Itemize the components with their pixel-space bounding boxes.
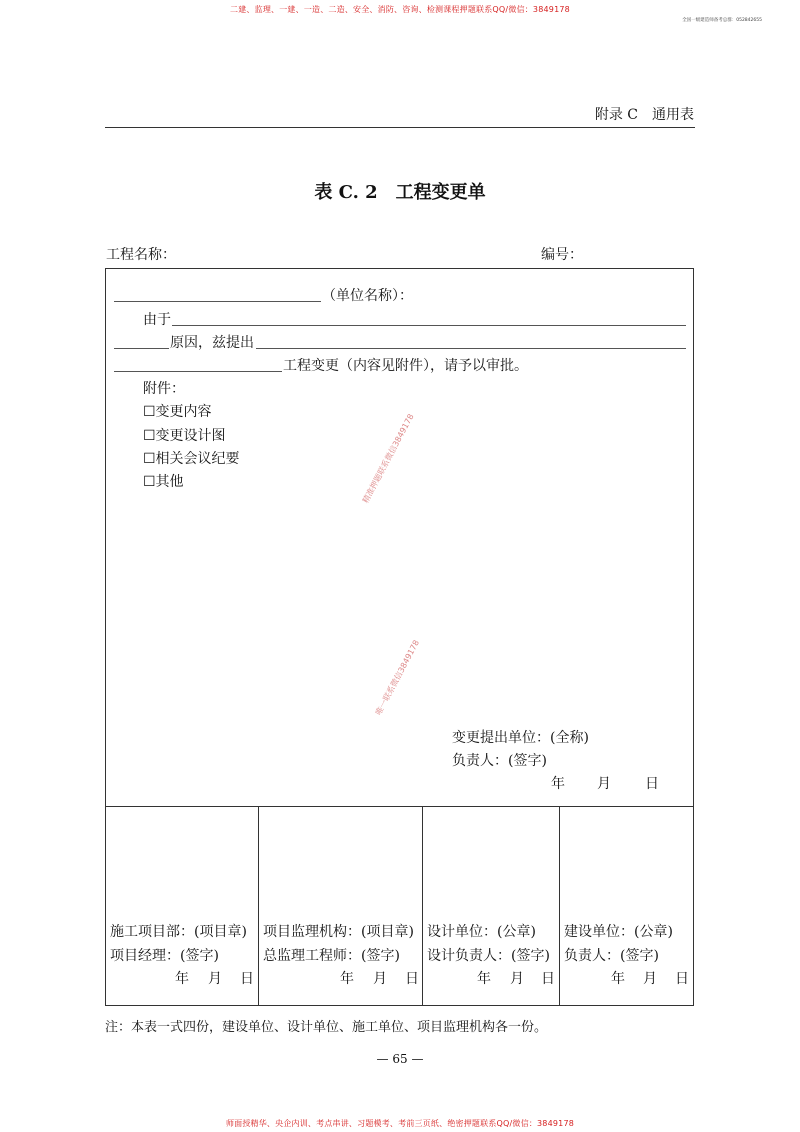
date-year: 年 — [551, 776, 565, 792]
sig-design-org: 设计单位：(公章) — [427, 924, 536, 940]
bottom-banner: 师面授精华、央企内训、考点串讲、习题模考、考前三页纸、绝密押题联系QQ/微信：3849178 — [225, 1119, 575, 1128]
sig3-month: 月 — [510, 971, 524, 987]
sig3-year: 年 — [477, 971, 491, 987]
sig2-year: 年 — [340, 971, 354, 987]
unit-name-label: （单位名称）： — [322, 288, 413, 304]
sig-owner-org: 建设单位：(公章) — [564, 924, 673, 940]
footnote: 注：本表一式四份，建设单位、设计单位、施工单位、项目监理机构各一份。 — [105, 1020, 548, 1035]
attachment-meeting-minutes[interactable]: ☐相关会议纪要 — [143, 451, 240, 467]
sig-supervision-person: 总监理工程师：(签字) — [263, 948, 400, 964]
date-month: 月 — [597, 776, 611, 792]
column-divider — [559, 806, 560, 1006]
column-divider — [422, 806, 423, 1006]
sig1-month: 月 — [208, 971, 222, 987]
number-label: 编号： — [541, 247, 583, 263]
sig4-year: 年 — [611, 971, 625, 987]
header-rule — [105, 127, 695, 128]
proposer-unit: 变更提出单位：(全称) — [452, 730, 589, 746]
sig1-year: 年 — [175, 971, 189, 987]
project-name-label: 工程名称： — [106, 247, 176, 263]
column-divider — [258, 806, 259, 1006]
watermark: 唯一联系微信3849178 — [373, 638, 422, 717]
sig-design-person: 设计负责人：(签字) — [427, 948, 550, 964]
reason-blank[interactable] — [114, 333, 169, 349]
sig-supervision-org: 项目监理机构：(项目章) — [263, 924, 414, 940]
sig4-day: 日 — [675, 971, 689, 987]
top-banner: 二建、监理、一建、一造、二造、安全、消防、咨询、检测课程押题联系QQ/微信：3849178 — [230, 5, 570, 14]
attachment-change-content[interactable]: ☐变更内容 — [143, 404, 212, 420]
watermark: 精准押题联系微信3849178 — [360, 412, 416, 505]
date-day: 日 — [645, 776, 659, 792]
attachments-label: 附件： — [143, 381, 185, 397]
due-to-blank[interactable] — [172, 310, 686, 326]
unit-name-blank[interactable] — [114, 286, 321, 302]
page-title: 表 C. 2 工程变更单 — [314, 182, 486, 203]
section-divider — [105, 806, 694, 807]
sig-owner-person: 负责人：(签字) — [564, 948, 659, 964]
form-frame — [105, 268, 694, 1006]
sig2-day: 日 — [405, 971, 419, 987]
corner-note: 全国一级建造师备考总群：052842655 — [682, 18, 762, 23]
reason-label: 原因，兹提出 — [170, 335, 254, 351]
sig1-day: 日 — [240, 971, 254, 987]
proposer-person: 负责人：(签字) — [452, 753, 547, 769]
sig-construction-org: 施工项目部：(项目章) — [110, 924, 247, 940]
sig-construction-person: 项目经理：(签字) — [110, 948, 219, 964]
attachment-other[interactable]: ☐其他 — [143, 474, 184, 490]
change-blank[interactable] — [114, 356, 282, 372]
sig4-month: 月 — [643, 971, 657, 987]
page-number: — 65 — — [376, 1052, 424, 1066]
running-header: 附录 C 通用表 — [594, 107, 694, 123]
proposal-blank[interactable] — [256, 333, 686, 349]
due-to-label: 由于 — [143, 312, 171, 328]
sig3-day: 日 — [541, 971, 555, 987]
sig2-month: 月 — [373, 971, 387, 987]
change-request-text: 工程变更（内容见附件），请予以审批。 — [283, 358, 528, 374]
attachment-design-drawing[interactable]: ☐变更设计图 — [143, 428, 226, 444]
